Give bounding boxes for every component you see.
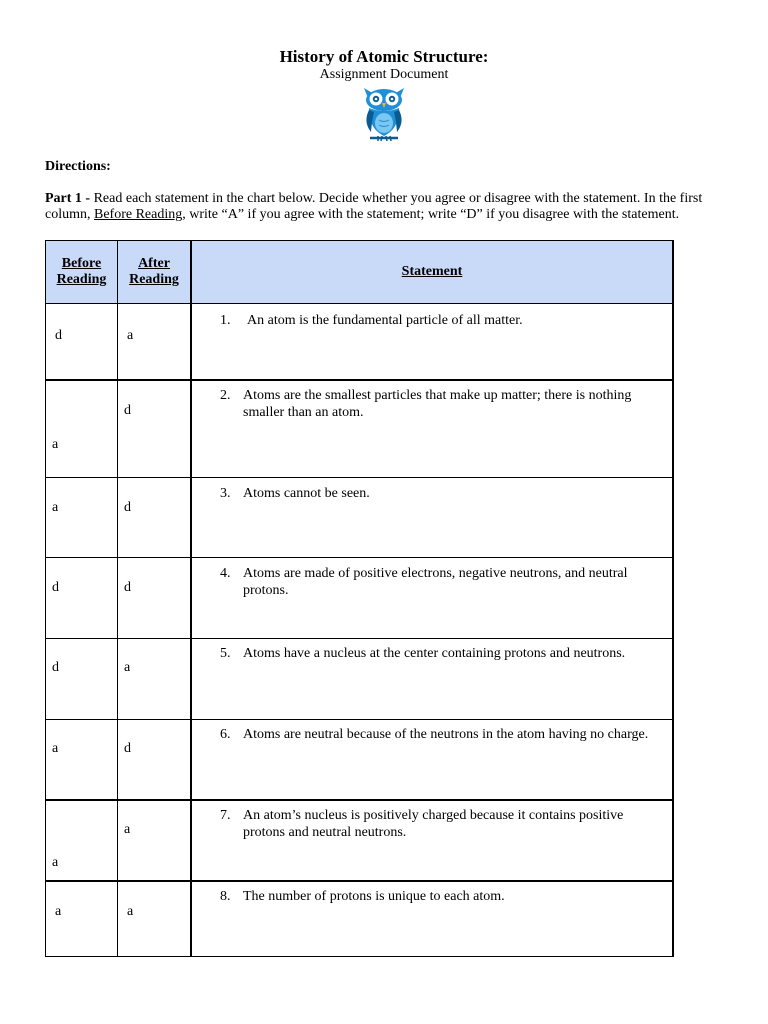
before-cell[interactable] [46,304,118,381]
before-cell[interactable] [46,558,118,639]
after-cell[interactable] [118,639,192,720]
before-answer: a [52,855,59,870]
before-cell[interactable] [46,800,118,881]
after-answer: d [124,741,131,756]
statement-text: The number of protons is unique to each atom. [243,889,505,904]
part1-before-reading: Before Reading [94,207,183,222]
statement-number: 8. [220,889,231,904]
table-row [46,380,674,478]
table-row [46,478,674,558]
header-statement: Statement [191,241,673,304]
statement-cell [191,558,673,639]
after-answer: a [124,822,131,837]
before-answer: a [52,437,59,452]
after-cell[interactable] [118,881,192,957]
statement-cell [191,639,673,720]
before-cell[interactable] [46,720,118,801]
header-before-reading: Before Reading [46,241,118,304]
statement-text: An atom’s nucleus is positively charged because it contains positive protons and neutral neutrons. [243,808,624,840]
before-answer: a [52,741,59,756]
after-answer: d [124,500,131,515]
chart-header-row [46,241,674,304]
statement-number: 4. [220,566,231,581]
table-row [46,558,674,639]
before-answer: d [52,580,59,595]
statement-number: 1. [220,313,231,328]
statement-cell [191,478,673,558]
statement-text: Atoms are made of positive electrons, negative neutrons, and neutral protons. [243,566,628,598]
before-answer: a [52,500,59,515]
table-row [46,639,674,720]
statement-number: 7. [220,808,231,823]
after-cell[interactable] [118,380,192,478]
after-cell[interactable] [118,304,192,381]
statement-cell [191,800,673,881]
statement-text: Atoms are the smallest particles that make up matter; there is nothing smaller than an atom. [243,388,632,420]
part1-text-a: Read each statement in the chart below. Decide whether you agree or disagree with the statement. In the first column, [45,191,703,222]
after-cell[interactable] [118,720,192,801]
before-cell[interactable] [46,639,118,720]
statement-cell [191,304,673,381]
statement-number: 3. [220,486,231,501]
after-answer: a [127,904,134,919]
before-answer: a [55,904,62,919]
statement-text: An atom is the fundamental particle of all matter. [247,313,523,328]
after-answer: a [124,660,131,675]
part1-instructions [45,191,705,223]
after-cell[interactable] [118,800,192,881]
table-row [46,800,674,881]
directions-label: Directions: [45,159,111,174]
after-answer: d [124,403,131,418]
statement-text: Atoms are neutral because of the neutrons in the atom having no charge. [243,727,649,742]
after-answer: d [124,580,131,595]
document-subtitle: Assignment Document [319,67,449,82]
after-answer: a [127,328,134,343]
document-title: History of Atomic Structure: [279,47,489,66]
before-answer: d [55,328,62,343]
statement-text: Atoms cannot be seen. [243,486,370,501]
part1-text-b: , write “A” if you agree with the statement; write “D” if you disagree with the statement. [182,207,680,222]
part1-label: Part 1 - [45,191,91,206]
statement-cell [191,380,673,478]
statement-number: 6. [220,727,231,742]
before-cell[interactable] [46,380,118,478]
statement-cell [191,720,673,801]
after-cell[interactable] [118,478,192,558]
header-after-reading: After Reading [118,241,192,304]
owl-logo-icon [358,84,410,144]
after-cell[interactable] [118,558,192,639]
before-cell[interactable] [46,881,118,957]
table-row [46,720,674,801]
table-row [46,881,674,957]
statement-cell [191,881,673,957]
statement-number: 5. [220,646,231,661]
before-answer: d [52,660,59,675]
statement-number: 2. [220,388,231,403]
anticipation-chart [45,240,674,957]
table-row [46,304,674,381]
statement-text: Atoms have a nucleus at the center containing protons and neutrons. [243,646,626,661]
before-cell[interactable] [46,478,118,558]
